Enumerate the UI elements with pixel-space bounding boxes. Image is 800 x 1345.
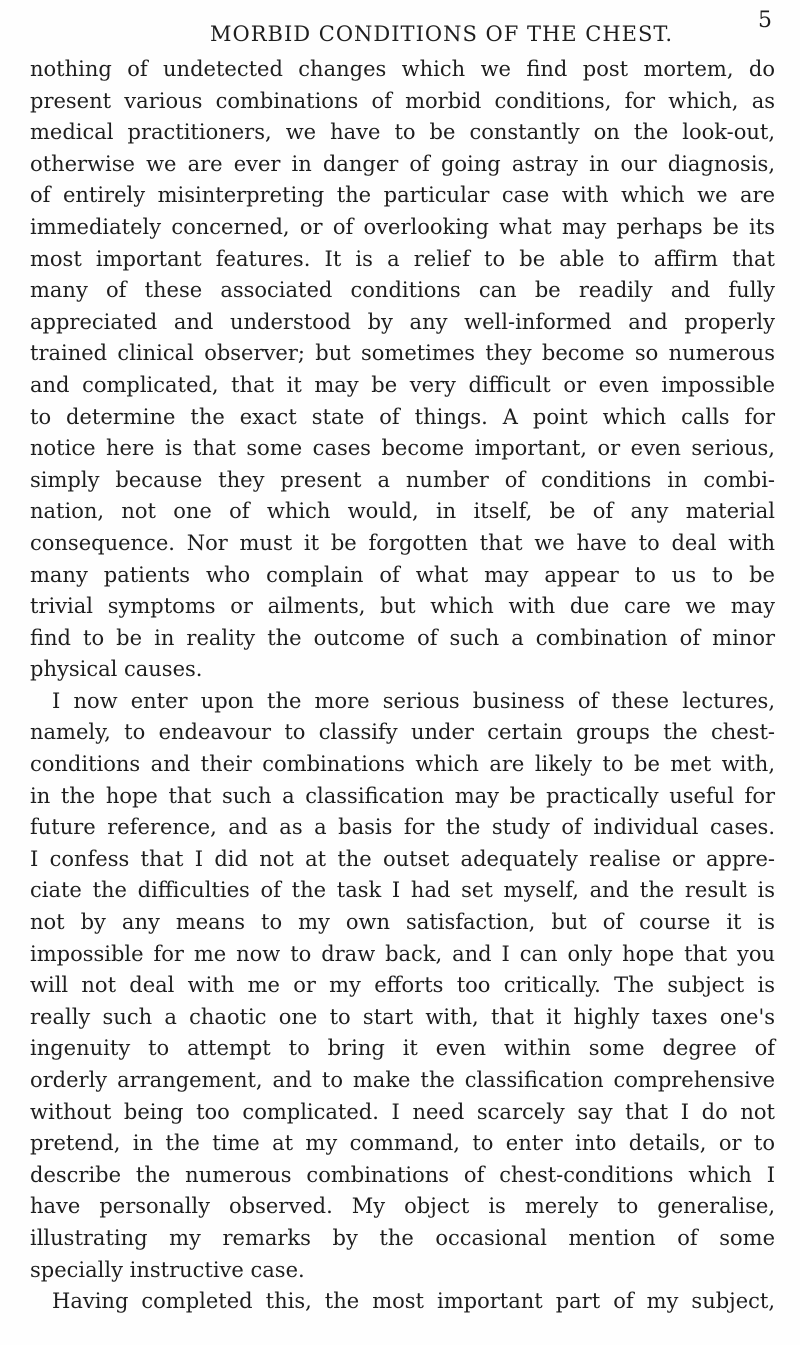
- text-line: of entirely misinterpreting the particular case with which we are: [30, 183, 775, 208]
- text-line: otherwise we are ever in danger of going astray in our diagnosis,: [30, 151, 775, 176]
- text-line: pretend, in the time at my command, to enter into details, or to: [30, 1131, 775, 1156]
- text-line: ciate the difficulties of the task I had set myself, and the result is: [30, 878, 775, 903]
- text-line: find to be in reality the outcome of such a combination of minor: [30, 625, 775, 650]
- text-line: have personally observed. My object is merely to generalise,: [30, 1194, 775, 1219]
- text-line: many of these associated conditions can be readily and fully: [30, 278, 775, 303]
- text-line: nothing of undetected changes which we find post mortem, do: [30, 57, 775, 81]
- text-line: most important features. It is a relief to be able to affirm that: [30, 246, 775, 271]
- text-line: describe the numerous combinations of chest-conditions which I: [30, 1162, 775, 1187]
- text-line: immediately concerned, or of overlooking what may perhaps be its: [30, 214, 775, 239]
- page-number: 5: [758, 8, 772, 33]
- text-line: really such a chaotic one to start with, that it highly taxes one's: [30, 1004, 775, 1029]
- paragraph-start-line: Having completed this, the most important part of my subject,: [52, 1289, 775, 1314]
- text-line: medical practitioners, we have to be constantly on the look-out,: [30, 120, 775, 145]
- text-line: will not deal with me or my efforts too critically. The subject is: [30, 973, 775, 998]
- text-line: many patients who complain of what may appear to us to be: [30, 562, 775, 587]
- text-line: present various combinations of morbid conditions, for which, as: [30, 88, 775, 113]
- text-line: in the hope that such a classification may be practically useful for: [30, 783, 775, 808]
- text-line: without being too complicated. I need scarcely say that I do not: [30, 1099, 775, 1124]
- page-header-title: MORBID CONDITIONS OF THE CHEST.: [210, 22, 673, 46]
- text-line: and complicated, that it may be very difficult or even impossible: [30, 372, 775, 397]
- text-line: trained clinical observer; but sometimes they become so numerous: [30, 341, 775, 366]
- paragraph-end-line: specially instructive case.: [30, 1257, 305, 1282]
- running-head: [0, 8, 800, 48]
- paragraph-start-line: I now enter upon the more serious business of these lectures,: [52, 688, 775, 713]
- text-line: orderly arrangement, and to make the classification comprehensive: [30, 1068, 775, 1092]
- text-line: ingenuity to attempt to bring it even within some degree of: [30, 1036, 775, 1061]
- text-line: consequence. Nor must it be forgotten that we have to deal with: [30, 530, 775, 555]
- text-line: notice here is that some cases become important, or even serious,: [30, 436, 775, 461]
- text-line: namely, to endeavour to classify under certain groups the chest-: [30, 720, 775, 745]
- text-line: conditions and their combinations which are likely to be met with,: [30, 752, 775, 777]
- paragraph-end-line: physical causes.: [30, 657, 203, 682]
- text-line: impossible for me now to draw back, and I can only hope that you: [30, 941, 775, 966]
- text-line: trivial symptoms or ailments, but which with due care we may: [30, 594, 775, 619]
- text-line: not by any means to my own satisfaction, but of course it is: [30, 910, 775, 935]
- text-line: to determine the exact state of things. A point which calls for: [30, 404, 775, 429]
- body-text: [30, 54, 775, 1318]
- text-line: I confess that I did not at the outset adequately realise or appre-: [30, 846, 775, 871]
- text-line: illustrating my remarks by the occasional mention of some: [30, 1225, 775, 1250]
- text-line: future reference, and as a basis for the study of individual cases.: [30, 815, 775, 840]
- text-line: simply because they present a number of conditions in combi-: [30, 467, 775, 492]
- text-line: appreciated and understood by any well-informed and properly: [30, 309, 775, 334]
- text-line: nation, not one of which would, in itself, be of any material: [30, 499, 775, 524]
